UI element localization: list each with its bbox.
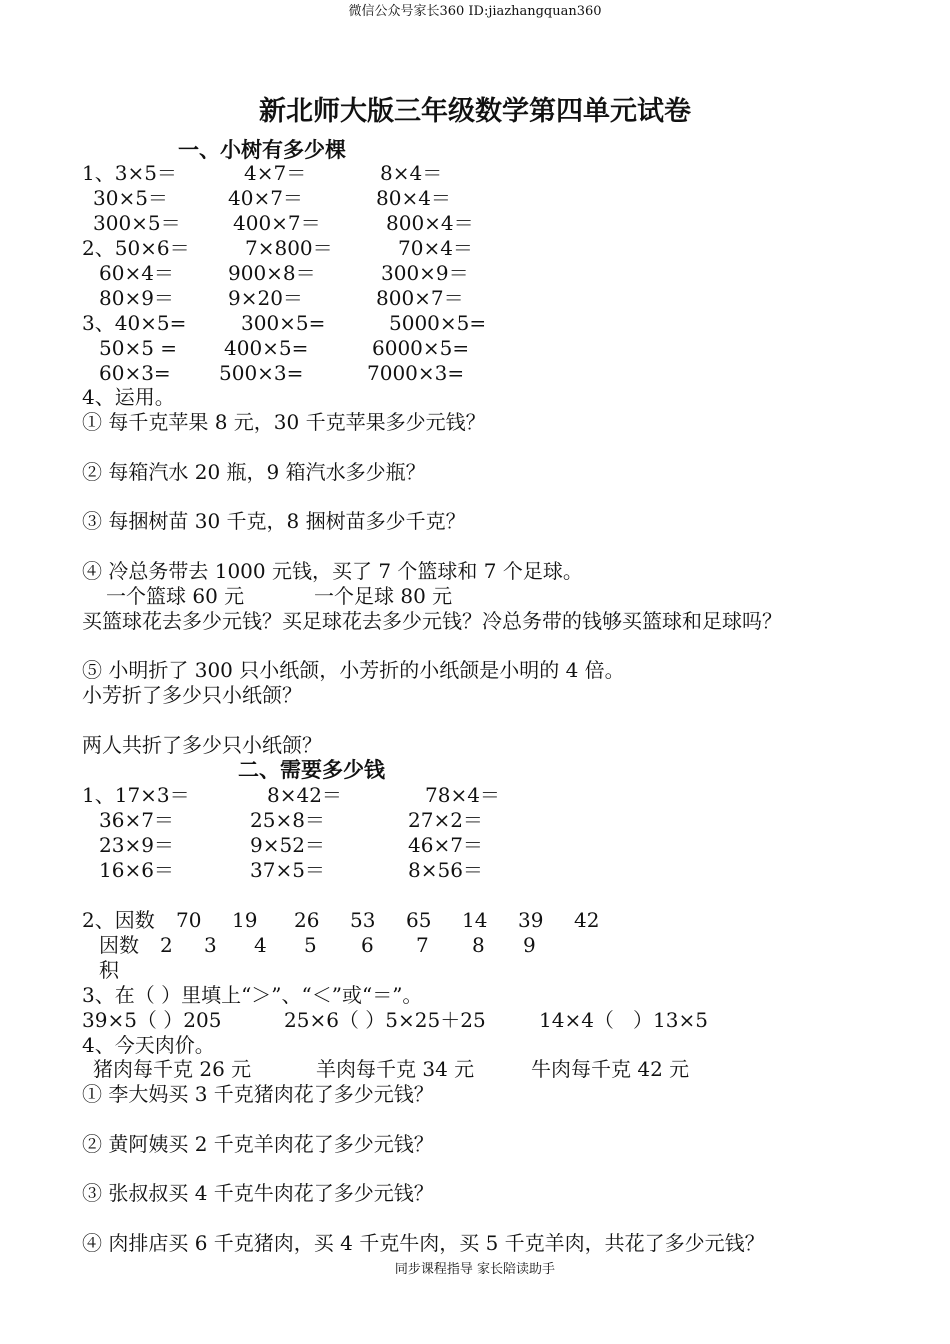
- product-label: 积: [99, 958, 119, 982]
- calc-item: 3、40×5=: [82, 311, 187, 335]
- price-note: 牛肉每千克 42 元: [531, 1057, 690, 1081]
- calc-item: 300×5=: [241, 311, 326, 335]
- calc-item: 80×4＝: [376, 186, 451, 210]
- calc-item: 1、3×5＝: [82, 161, 177, 185]
- compare-item: 25×6（ ）5×25＋25: [284, 1008, 486, 1032]
- word-problem-question: 买篮球花去多少元钱？买足球花去多少元钱？冷总务带的钱够买篮球和足球吗？: [82, 609, 782, 633]
- price-note: 一个篮球 60 元: [106, 584, 245, 608]
- factor-value: 6: [361, 933, 374, 957]
- calc-item: 300×5＝: [93, 211, 181, 235]
- page-header: 微信公众号家长360 ID:jiazhangquan360: [348, 4, 602, 19]
- calc-item: 500×3=: [219, 361, 304, 385]
- calc-item: 70×4＝: [398, 236, 473, 260]
- factor-value: 5: [304, 933, 317, 957]
- calc-item: 50×5 =: [99, 336, 178, 360]
- factor-value: 2: [160, 933, 173, 957]
- section2-heading: 二、需要多少钱: [238, 757, 385, 782]
- calc-item: 60×3=: [99, 361, 171, 385]
- calc-item: 5000×5=: [389, 311, 487, 335]
- word-problem: ② 黄阿姨买 2 千克羊肉花了多少元钱？: [82, 1132, 434, 1156]
- calc-item: 46×7＝: [408, 833, 483, 857]
- factor-value: 39: [518, 908, 544, 932]
- factor-value: 70: [176, 908, 202, 932]
- price-note: 猪肉每千克 26 元: [93, 1057, 252, 1081]
- factor-label: 因数: [99, 933, 139, 957]
- calc-item: 300×9＝: [381, 261, 469, 285]
- compare-item: 39×5（ ）205: [82, 1008, 222, 1032]
- calc-item: 400×5=: [224, 336, 309, 360]
- factor-value: 8: [472, 933, 485, 957]
- calc-item: 16×6＝: [99, 858, 174, 882]
- factor-value: 3: [204, 933, 217, 957]
- calc-item: 9×52＝: [250, 833, 325, 857]
- factor-value: 7: [416, 933, 429, 957]
- factor-label: 2、因数: [82, 908, 155, 932]
- calc-item: 2、50×6＝: [82, 236, 190, 260]
- price-note: 一个足球 80 元: [314, 584, 453, 608]
- calc-item: 7×800＝: [245, 236, 333, 260]
- factor-value: 42: [574, 908, 600, 932]
- calc-item: 400×7＝: [233, 211, 321, 235]
- calc-item: 7000×3=: [367, 361, 465, 385]
- factor-value: 14: [462, 908, 488, 932]
- word-problem-question: 两人共折了多少只小纸颌？: [82, 733, 322, 757]
- calc-item: 8×56＝: [408, 858, 483, 882]
- calc-item: 1、17×3＝: [82, 783, 190, 807]
- page-footer: 同步课程指导 家长陪读助手: [394, 1262, 556, 1277]
- calc-item: 800×7＝: [376, 286, 464, 310]
- calc-item: 27×2＝: [408, 808, 483, 832]
- calc-item: 37×5＝: [250, 858, 325, 882]
- factor-value: 9: [523, 933, 536, 957]
- compare-item: 14×4（ ）13×5: [539, 1008, 708, 1032]
- calc-item: 900×8＝: [228, 261, 316, 285]
- calc-item: 30×5＝: [93, 186, 168, 210]
- word-problem: ③ 每捆树苗 30 千克，8 捆树苗多少千克？: [82, 509, 466, 533]
- section1-heading: 一、小树有多少棵: [178, 137, 346, 162]
- word-problem: ① 每千克苹果 8 元，30 千克苹果多少元钱？: [82, 410, 486, 434]
- word-problem: ② 每箱汽水 20 瓶，9 箱汽水多少瓶？: [82, 460, 426, 484]
- word-problem-question: 小芳折了多少只小纸颌？: [82, 683, 302, 707]
- factor-value: 26: [294, 908, 320, 932]
- word-problem: ④ 冷总务带去 1000 元钱，买了 7 个篮球和 7 个足球。: [82, 559, 583, 583]
- calc-item: 40×7＝: [228, 186, 303, 210]
- word-problem: ① 李大妈买 3 千克猪肉花了多少元钱？: [82, 1082, 434, 1106]
- calc-item: 800×4＝: [386, 211, 474, 235]
- calc-item: 4×7＝: [244, 161, 307, 185]
- factor-value: 19: [232, 908, 258, 932]
- calc-item: 8×4＝: [380, 161, 443, 185]
- calc-item: 36×7＝: [99, 808, 174, 832]
- factor-value: 4: [254, 933, 267, 957]
- calc-item: 25×8＝: [250, 808, 325, 832]
- question-label: 4、今天肉价。: [82, 1033, 215, 1057]
- question-label: 4、运用。: [82, 385, 175, 409]
- calc-item: 23×9＝: [99, 833, 174, 857]
- calc-item: 60×4＝: [99, 261, 174, 285]
- word-problem: ④ 肉排店买 6 千克猪肉，买 4 千克牛肉，买 5 千克羊肉，共花了多少元钱？: [82, 1231, 765, 1255]
- calc-item: 80×9＝: [99, 286, 174, 310]
- calc-item: 78×4＝: [425, 783, 500, 807]
- price-note: 羊肉每千克 34 元: [316, 1057, 475, 1081]
- word-problem: ⑤ 小明折了 300 只小纸颌，小芳折的小纸颌是小明的 4 倍。: [82, 658, 625, 682]
- calc-item: 6000×5=: [372, 336, 470, 360]
- calc-item: 8×42＝: [267, 783, 342, 807]
- page-title: 新北师大版三年级数学第四单元试卷: [259, 96, 691, 127]
- word-problem: ③ 张叔叔买 4 千克牛肉花了多少元钱？: [82, 1181, 434, 1205]
- factor-value: 65: [406, 908, 432, 932]
- question-label: 3、在（ ）里填上“＞”、“＜”或“＝”。: [82, 983, 423, 1007]
- factor-value: 53: [350, 908, 376, 932]
- calc-item: 9×20＝: [228, 286, 303, 310]
